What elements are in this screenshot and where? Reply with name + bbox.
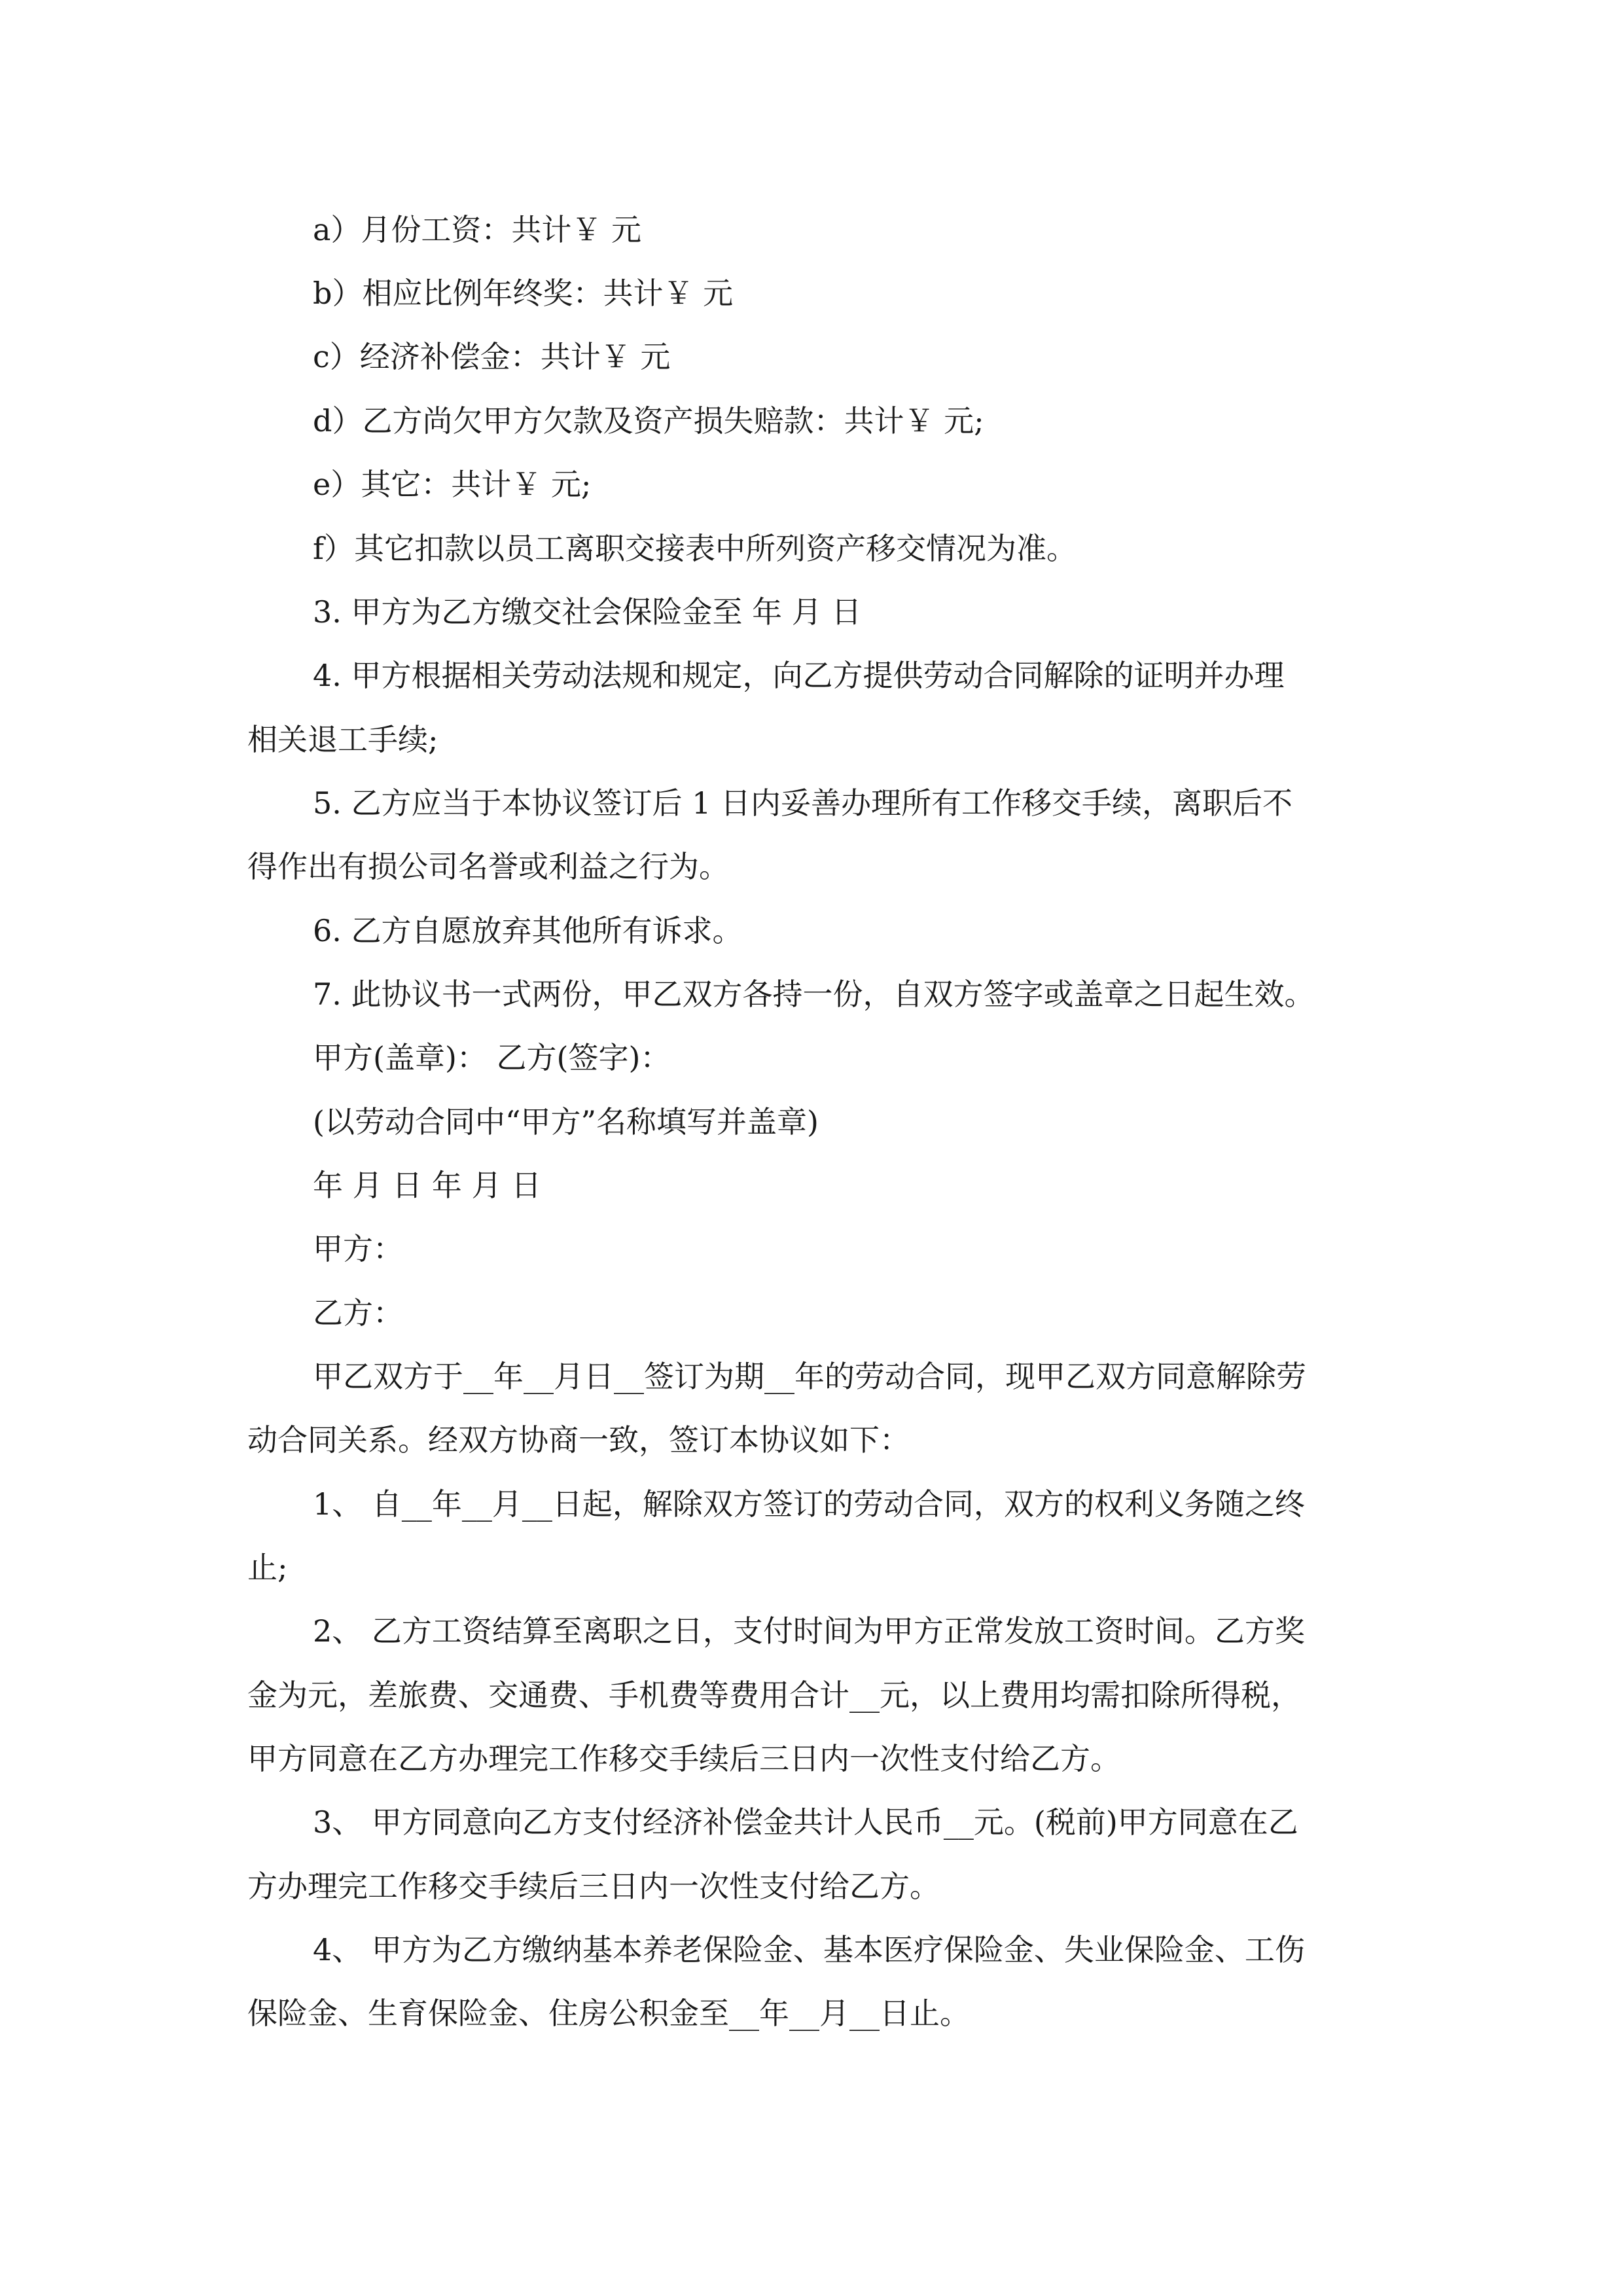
signature-dates: 年 月 日 年 月 日 [313,1168,542,1203]
article-1-line-2: 止; [247,1550,288,1585]
article-2-line-3: 甲方同意在乙方办理完工作移交手续后三日内一次性支付给乙方。 [247,1741,1120,1776]
item-b-year-end-bonus: b）相应比例年终奖：共计￥ 元 [313,276,734,311]
article-2-line-1: 2、 乙方工资结算至离职之日，支付时间为甲方正常发放工资时间。乙方奖 [313,1613,1305,1649]
party-a-label: 甲方： [313,1231,403,1266]
intro-line-2: 动合同关系。经双方协商一致，签订本协议如下： [247,1422,910,1458]
clause-6: 6. 乙方自愿放弃其他所有诉求。 [313,913,743,948]
item-e-other: e）其它：共计￥ 元; [313,467,592,502]
clause-5-line-2: 得作出有损公司名誉或利益之行为。 [247,849,729,884]
clause-4-line-2: 相关退工手续; [247,722,438,757]
clause-7: 7. 此协议书一式两份，甲乙双方各持一份，自双方签字或盖章之日起生效。 [313,977,1315,1012]
clause-4-line-1: 4. 甲方根据相关劳动法规和规定，向乙方提供劳动合同解除的证明并办理 [313,658,1285,693]
article-3-line-2: 方办理完工作移交手续后三日内一次性支付给乙方。 [247,1869,940,1904]
item-f-other-deductions: f）其它扣款以员工离职交接表中所列资产移交情况为准。 [313,531,1077,566]
seal-note: (以劳动合同中“甲方”名称填写并盖章) [313,1104,819,1139]
party-b-label: 乙方： [313,1295,403,1331]
item-d-debts: d）乙方尚欠甲方欠款及资产损失赔款：共计￥ 元; [313,403,984,439]
article-4-line-1: 4、 甲方为乙方缴纳基本养老保险金、基本医疗保险金、失业保险金、工伤 [313,1932,1305,1967]
signature-parties: 甲方(盖章)： 乙方(签字)： [313,1040,671,1075]
item-a-monthly-salary: a）月份工资：共计￥ 元 [313,212,642,247]
article-1-line-1: 1、 自__年__月__日起，解除双方签订的劳动合同，双方的权利义务随之终 [313,1486,1305,1522]
clause-3-social-insurance: 3. 甲方为乙方缴交社会保险金至 年 月 日 [313,594,862,630]
clause-5-line-1: 5. 乙方应当于本协议签订后 1 日内妥善办理所有工作移交手续，离职后不 [313,785,1293,821]
item-c-compensation: c）经济补偿金：共计￥ 元 [313,339,671,374]
article-3-line-1: 3、 甲方同意向乙方支付经济补偿金共计人民币__元。(税前)甲方同意在乙 [313,1804,1298,1840]
article-2-line-2: 金为元，差旅费、交通费、手机费等费用合计__元，以上费用均需扣除所得税， [247,1677,1301,1713]
article-4-line-2: 保险金、生育保险金、住房公积金至__年__月__日止。 [247,1996,970,2031]
intro-line-1: 甲乙双方于__年__月日__签订为期__年的劳动合同，现甲乙双方同意解除劳 [313,1359,1306,1394]
